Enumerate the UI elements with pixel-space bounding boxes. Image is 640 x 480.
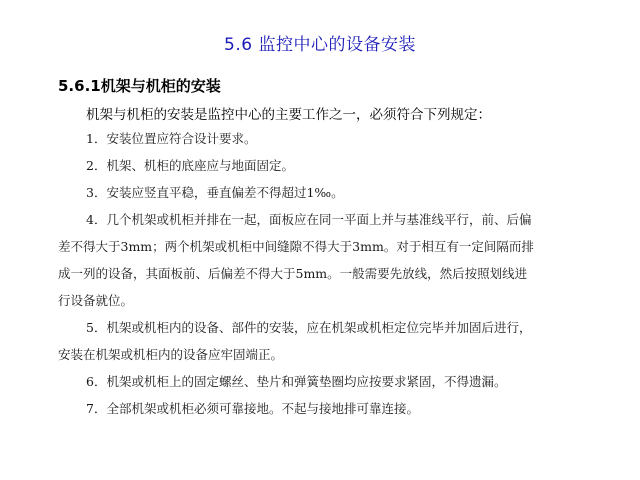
list-item-line: 行设备就位。 — [58, 293, 134, 308]
list-item — [58, 314, 588, 368]
list-item — [58, 179, 588, 206]
list-item-line: 6．机架或机柜上的固定螺丝、垫片和弹簧垫圈均应按要求紧固，不得遗漏。 — [86, 374, 507, 389]
section-intro: 机架与机柜的安装是监控中心的主要工作之一，必须符合下列规定： — [86, 107, 491, 123]
list-item-line: 1．安装位置应符合设计要求。 — [86, 131, 257, 146]
list-item-line: 2．机架、机柜的底座应与地面固定。 — [86, 158, 294, 173]
list-item — [58, 125, 588, 152]
list-item-line: 成一列的设备，其面板前、后偏差不得大于5mm。一般需要先放线，然后按照划线进 — [58, 266, 528, 281]
list-item — [58, 395, 588, 422]
list-item-line: 安装在机架或机柜内的设备应牢固端正。 — [58, 347, 284, 362]
list-item — [58, 206, 588, 314]
page-title: 5.6 监控中心的设备安装 — [224, 35, 416, 55]
list-item-line: 4．几个机架或机柜并排在一起，面板应在同一平面上并与基准线平行，前、后偏 — [86, 212, 532, 227]
section-heading: 5.6.1机架与机柜的安装 — [58, 77, 221, 95]
list-item-line: 5．机架或机柜内的设备、部件的安装，应在机架或机柜定位完毕并加固后进行， — [86, 320, 532, 335]
list-item-line: 3．安装应竖直平稳，垂直偏差不得超过1‰。 — [86, 185, 344, 200]
list-item — [58, 152, 588, 179]
list-item-line: 差不得大于3mm；两个机架或机柜中间缝隙不得大于3mm。对于相互有一定间隔而排 — [58, 239, 534, 254]
list-item-line: 7．全部机架或机柜必须可靠接地。不起与接地排可靠连接。 — [86, 401, 419, 416]
list-item — [58, 368, 588, 395]
